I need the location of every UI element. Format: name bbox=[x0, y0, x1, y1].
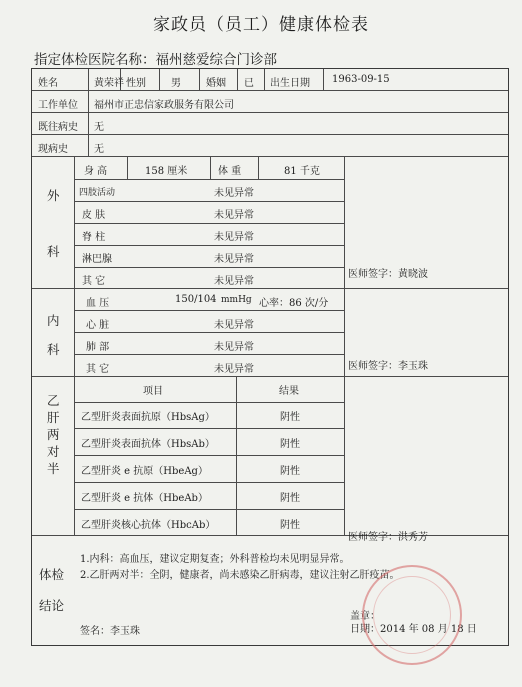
height-label: 身 高 bbox=[84, 166, 108, 177]
hepatitis-section-label: 半 bbox=[47, 461, 60, 476]
heart-rate: 心率：86 次/分 bbox=[259, 298, 329, 309]
rule bbox=[237, 69, 238, 91]
hepatitis-section-label: 两 bbox=[47, 427, 60, 442]
weight-label: 体 重 bbox=[218, 166, 242, 177]
rule bbox=[127, 157, 128, 179]
internal-doctor-signature: 医师签字：李玉珠 bbox=[348, 361, 428, 372]
history-value: 无 bbox=[94, 122, 104, 133]
exam-date: 日期：2014 年 08 月 18 日 bbox=[350, 624, 477, 635]
hepatitis-item: 乙型肝炎表面抗体（HbsAb） bbox=[81, 439, 215, 450]
blood-pressure-unit: mmHg bbox=[221, 295, 252, 305]
rule bbox=[74, 310, 344, 311]
employer-value: 福州市正忠信家政服务有限公司 bbox=[94, 100, 234, 111]
hepatitis-result: 阴性 bbox=[280, 520, 300, 531]
rule bbox=[74, 157, 75, 535]
conclusion-line: 2.乙肝两对半：全阴，健康者，尚未感染乙肝病毒，建议注射乙肝疫苗。 bbox=[80, 570, 400, 581]
hepatitis-section-label: 肝 bbox=[47, 410, 60, 425]
sex-label: 性别 bbox=[126, 78, 146, 89]
hepatitis-item: 乙型肝炎 e 抗原（HbeAg） bbox=[81, 466, 208, 477]
rule bbox=[74, 402, 344, 403]
rule bbox=[74, 332, 344, 333]
rule bbox=[32, 288, 508, 289]
rule bbox=[74, 223, 344, 224]
marriage-value: 已 bbox=[244, 78, 254, 89]
exam-item-label: 心 脏 bbox=[86, 320, 110, 331]
rule bbox=[74, 245, 344, 246]
exam-item-label: 其 它 bbox=[82, 276, 106, 287]
hepatitis-result: 阴性 bbox=[280, 493, 300, 504]
exam-item-label: 其 它 bbox=[86, 364, 110, 375]
blood-pressure-value: 150/104 bbox=[175, 294, 217, 305]
exam-item-value: 未见异常 bbox=[214, 320, 254, 331]
form-title: 家政员（员工）健康体检表 bbox=[153, 15, 369, 35]
rule bbox=[88, 69, 89, 157]
rule bbox=[74, 179, 344, 180]
exam-item-value: 未见异常 bbox=[214, 364, 254, 375]
hepatitis-doctor-signature: 医师签字：洪秀芳 bbox=[348, 532, 428, 543]
hepatitis-section-label: 对 bbox=[47, 444, 60, 459]
health-exam-form bbox=[31, 68, 509, 646]
exam-item-label: 四肢活动 bbox=[79, 188, 116, 198]
hepatitis-result: 阴性 bbox=[280, 466, 300, 477]
rule bbox=[344, 157, 345, 535]
rule bbox=[264, 69, 265, 91]
conclusion-signature: 签名：李玉珠 bbox=[80, 626, 140, 637]
rule bbox=[74, 455, 344, 456]
exam-item-label: 肺 部 bbox=[86, 342, 110, 353]
hepatitis-section-label: 乙 bbox=[47, 393, 60, 408]
height-value: 158 厘米 bbox=[145, 166, 188, 177]
rule bbox=[32, 112, 508, 113]
rule bbox=[32, 134, 508, 135]
clinic-seal-stamp bbox=[362, 565, 462, 665]
weight-value: 81 千克 bbox=[284, 166, 320, 177]
rule bbox=[323, 69, 324, 91]
rule bbox=[32, 535, 508, 536]
conclusion-line: 1.内科：高血压，建议定期复查；外科普检均未见明显异常。 bbox=[80, 554, 350, 565]
hepatitis-item: 乙型肝炎核心抗体（HbcAb） bbox=[81, 520, 216, 531]
hepatitis-result-header: 结果 bbox=[279, 386, 299, 397]
hospital-name: 指定体检医院名称：福州慈爱综合门诊部 bbox=[34, 52, 277, 68]
rule bbox=[74, 267, 344, 268]
blood-pressure-label: 血 压 bbox=[86, 298, 110, 309]
name-label: 姓名 bbox=[38, 78, 58, 89]
rule bbox=[74, 509, 344, 510]
current-label: 现病史 bbox=[38, 144, 68, 155]
exam-item-value: 未见异常 bbox=[214, 188, 254, 199]
birth-label: 出生日期 bbox=[270, 78, 310, 89]
exam-item-label: 淋巴腺 bbox=[82, 254, 112, 265]
exam-item-value: 未见异常 bbox=[214, 254, 254, 265]
exam-item-value: 未见异常 bbox=[214, 232, 254, 243]
rule bbox=[74, 428, 344, 429]
internal-section-label: 科 bbox=[47, 342, 60, 357]
exam-item-value: 未见异常 bbox=[214, 210, 254, 221]
current-value: 无 bbox=[94, 144, 104, 155]
surgery-section-label: 科 bbox=[47, 244, 60, 259]
rule bbox=[74, 354, 344, 355]
exam-item-value: 未见异常 bbox=[214, 342, 254, 353]
surgery-section-label: 外 bbox=[47, 188, 60, 203]
marriage-label: 婚姻 bbox=[206, 78, 226, 89]
birth-value: 1963-09-15 bbox=[332, 74, 390, 85]
sex-value: 男 bbox=[171, 78, 181, 89]
conclusion-label: 结论 bbox=[39, 598, 65, 613]
hepatitis-item-header: 项目 bbox=[143, 386, 163, 397]
history-label: 既往病史 bbox=[38, 122, 78, 133]
hepatitis-item: 乙型肝炎 e 抗体（HbeAb） bbox=[81, 493, 208, 504]
rule bbox=[74, 482, 344, 483]
exam-item-label: 皮 肤 bbox=[82, 210, 106, 221]
rule bbox=[258, 157, 259, 179]
internal-section-label: 内 bbox=[47, 313, 60, 328]
employer-label: 工作单位 bbox=[38, 100, 78, 111]
hepatitis-item: 乙型肝炎表面抗原（HbsAg） bbox=[81, 412, 215, 423]
rule bbox=[210, 157, 211, 179]
rule bbox=[199, 69, 200, 91]
name-value: 黄荣祥 bbox=[94, 78, 124, 89]
exam-item-value: 未见异常 bbox=[214, 276, 254, 287]
conclusion-label: 体检 bbox=[39, 567, 65, 582]
rule bbox=[32, 90, 508, 91]
rule bbox=[32, 156, 508, 157]
hepatitis-result: 阴性 bbox=[280, 439, 300, 450]
hepatitis-result: 阴性 bbox=[280, 412, 300, 423]
rule bbox=[32, 376, 508, 377]
exam-item-label: 脊 柱 bbox=[82, 232, 106, 243]
rule bbox=[74, 201, 344, 202]
rule bbox=[159, 69, 160, 91]
seal-label: 盖章： bbox=[350, 611, 380, 622]
surgery-doctor-signature: 医师签字：黄晓波 bbox=[348, 269, 428, 280]
